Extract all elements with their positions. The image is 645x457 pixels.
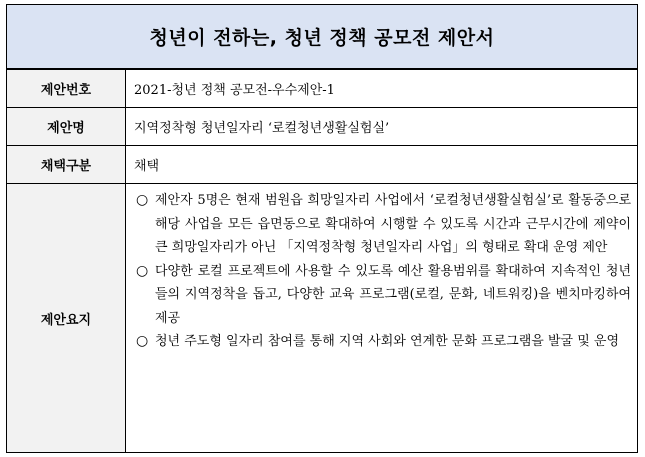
proposal-name-value: 지역정착형 청년일자리 ‘로컬청년생활실험실’ (134, 121, 390, 136)
table-row-summary (7, 184, 637, 452)
table-row-proposal-name (7, 108, 637, 146)
adoption-status-value: 채택 (134, 159, 160, 174)
bullet-circle-icon: ○ (136, 192, 149, 208)
proposal-name-label: 제안명 (7, 108, 126, 145)
summary-list (126, 184, 637, 452)
adoption-status-label: 채택구분 (7, 146, 126, 183)
summary-label: 제안요지 (7, 184, 126, 452)
summary-item-text: 청년 주도형 일자리 참여를 통해 지역 사회와 연계한 문화 프로그램을 발굴 및 운영 (155, 334, 620, 349)
summary-item-text: 제안자 5명은 현재 범원읍 희망일자리 사업에서 ‘로컬청년생활실험실’로 활동중으로 해당 사업을 모든 읍면동으로 확대하여 시행할 수 있도록 시간과 근무시간에 제약이 큰 희망일자리가 아닌 「지역정착형 청년일자리 사업」의 형태로 확대 운영 제안 (155, 193, 631, 255)
document-title: 청년이 전하는, 청년 정책 공모전 제안서 (7, 5, 637, 70)
proposal-table (6, 4, 638, 453)
summary-item (136, 189, 631, 260)
bullet-circle-icon: ○ (136, 262, 149, 279)
summary-item (136, 330, 631, 354)
proposal-number-value: 2021-청년 정책 공모전-우수제안-1 (134, 83, 335, 98)
bullet-circle-icon: ○ (136, 333, 149, 349)
proposal-number-label: 제안번호 (7, 70, 126, 107)
table-row-proposal-number (7, 70, 637, 108)
summary-item (136, 260, 631, 331)
summary-item-text: 다양한 로컬 프로젝트에 사용할 수 있도록 예산 활용범위를 확대하여 지속적인 청년들의 지역정착을 돕고, 다양한 교육 프로그램(로컬, 문화, 네트워킹)을 벤치마킹하여 제공 (155, 263, 631, 326)
table-row-adoption-status (7, 146, 637, 184)
